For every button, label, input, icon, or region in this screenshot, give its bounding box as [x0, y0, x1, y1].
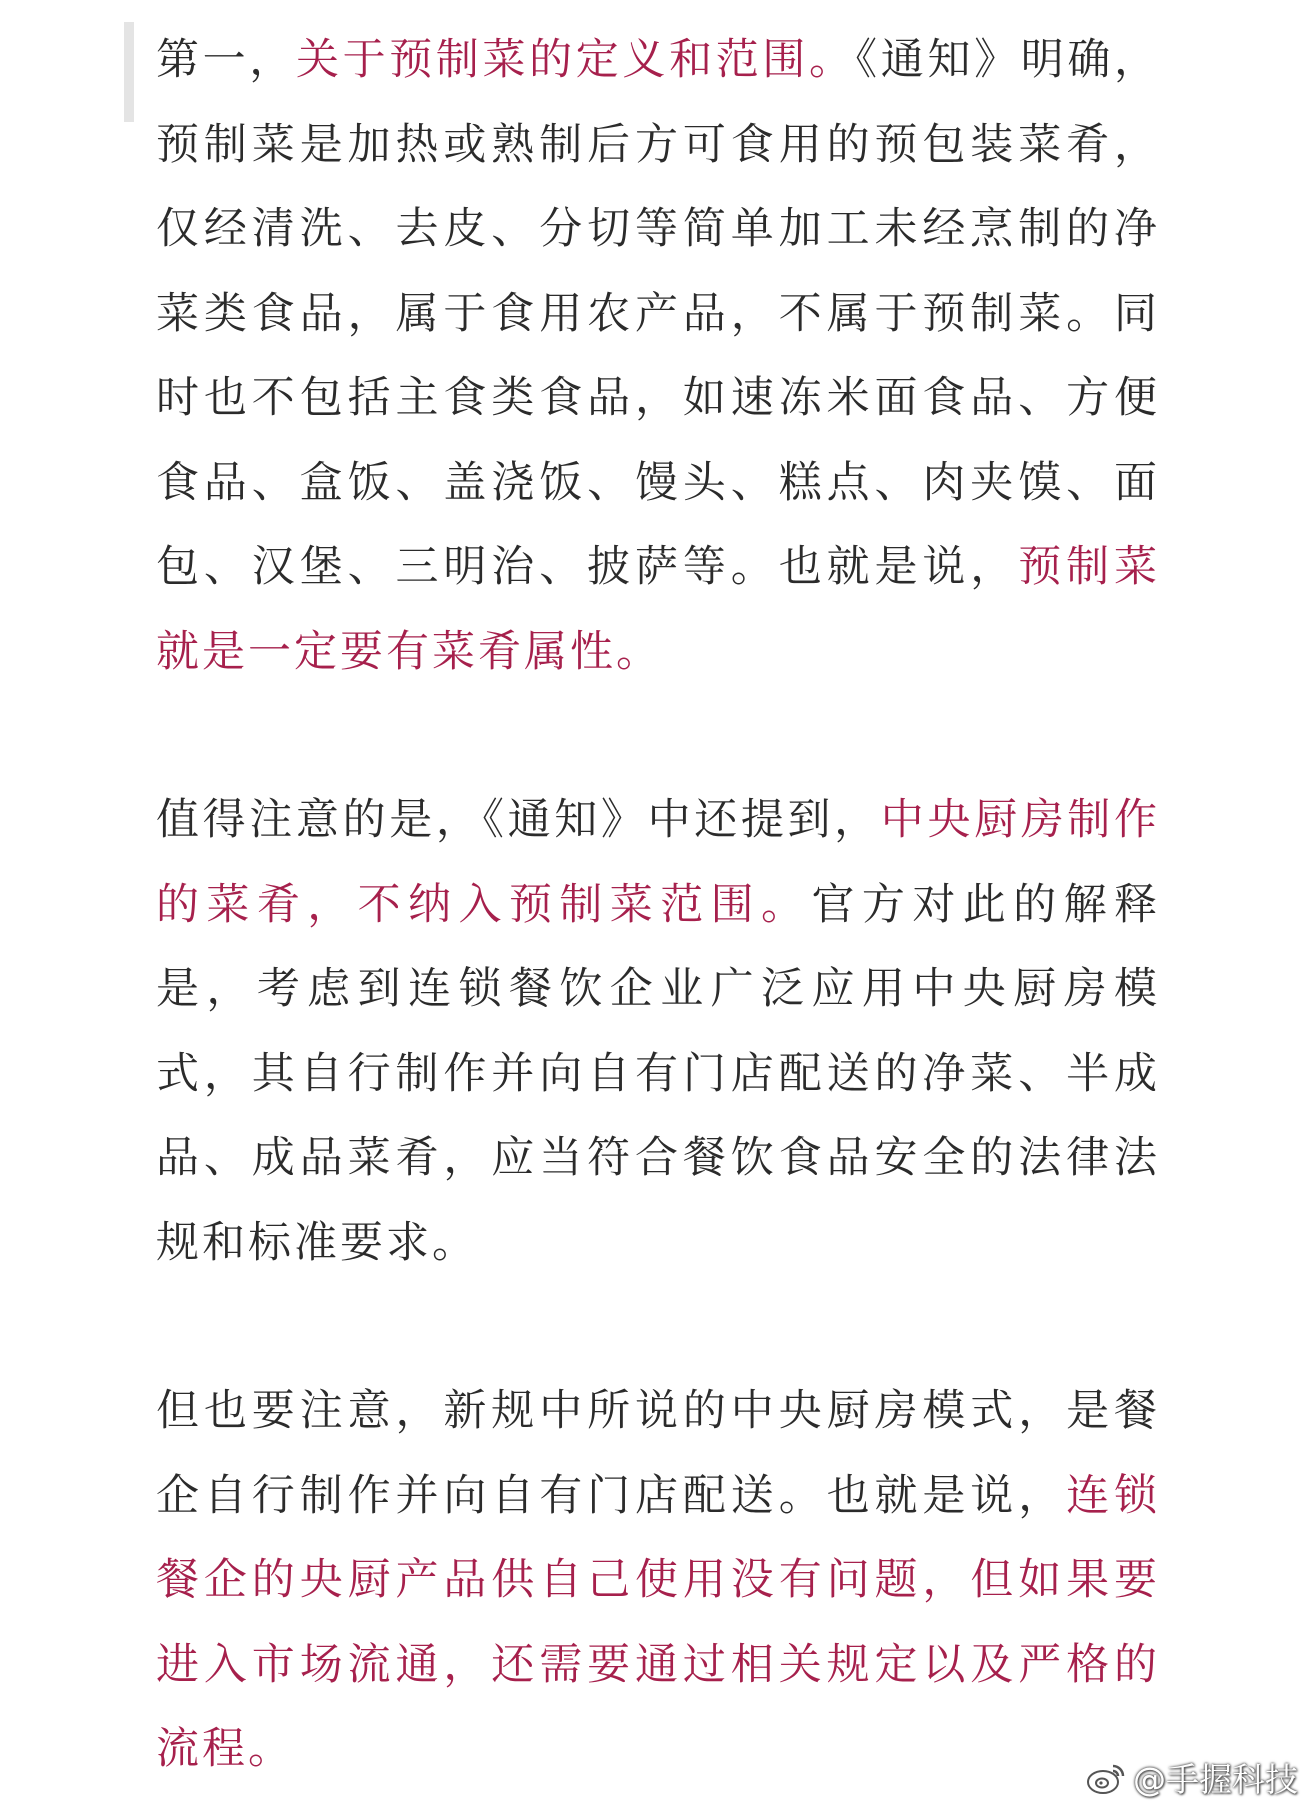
weibo-icon — [1085, 1760, 1127, 1796]
quote-bar — [124, 22, 134, 122]
paragraph-3 — [156, 1369, 1160, 1792]
paragraph-3-text-1: 但也要注意，新规中所说的中央厨房模式，是餐企自行制作并向自有门店配送。也就是说， — [156, 1386, 1160, 1521]
article-body — [156, 18, 1160, 1792]
paragraph-2-highlight-1: 中央厨房制作的菜肴，不纳入预制菜范围。 — [156, 795, 1161, 930]
paragraph-2 — [156, 778, 1160, 1285]
paragraph-1-text-1: 第一， — [156, 35, 296, 85]
paragraph-1-highlight-2: 预制菜就是一定要有菜肴属性。 — [156, 542, 1161, 677]
paragraph-2-text-1: 值得注意的是，《通知》中还提到， — [156, 795, 881, 845]
paragraph-2-text-2: 官方对此的解释是，考虑到连锁餐饮企业广泛应用中央厨房模式，其自行制作并向自有门店配送的净菜、半成品、成品菜肴，应当符合餐饮食品安全的法律法规和标准要求。 — [156, 879, 1161, 1268]
paragraph-1-text-2: 《通知》明确，预制菜是加热或熟制后方可食用的预包装菜肴，仅经清洗、去皮、分切等简单加工未经烹制的净菜类食品，属于食用农产品，不属于预制菜。同时也不包括主食类食品，如速冻米面食品、方便食品、盒饭、盖浇饭、馒头、糕点、肉夹馍、面包、汉堡、三明治、披萨等。也就是说， — [156, 35, 1161, 592]
watermark-text: @手握科技 — [1133, 1760, 1298, 1799]
paragraph-1 — [156, 18, 1160, 694]
paragraph-1-highlight-1: 关于预制菜的定义和范围。 — [295, 35, 856, 85]
weibo-watermark — [1085, 1754, 1298, 1801]
paragraph-3-highlight-1: 连锁餐企的央厨产品供自己使用没有问题，但如果要进入市场流通，还需要通过相关规定以及严格的流程。 — [156, 1470, 1161, 1774]
